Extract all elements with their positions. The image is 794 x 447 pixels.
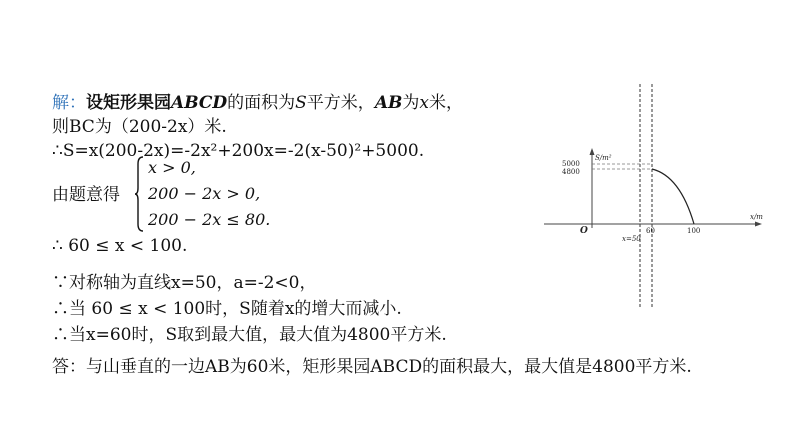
solution-line-7: ∴当 60 ≤ x < 100时，S随着x的增大而减小. — [52, 299, 402, 319]
solution-line-6: ∵对称轴为直线x=50，a=-2<0， — [52, 273, 317, 293]
y-tick-4800: 4800 — [562, 168, 580, 176]
solution-line-1: 解：设矩形果园ABCD的面积为S平方米，AB为x米， — [52, 93, 463, 113]
function-graph — [536, 80, 772, 312]
system-eq-2: 200 − 2x > 0, — [148, 184, 261, 203]
solution-line-4-label: 由题意得 — [52, 185, 120, 205]
solution-line-9: 答：与山垂直的一边AB为60米，矩形果园ABCD的面积最大，最大值是4800平方米. — [52, 357, 692, 377]
solution-label: 解： — [52, 93, 86, 113]
solution-line-3: ∴S=x(200-2x)=-2x²+200x=-2(x-50)²+5000. — [52, 141, 425, 161]
x-axis-label: x/m — [750, 213, 763, 221]
solution-line-5: ∴ 60 ≤ x < 100. — [52, 236, 188, 256]
y-axis-arrow-icon — [590, 148, 595, 155]
system-eq-3: 200 − 2x ≤ 80. — [148, 210, 271, 229]
y-tick-5000: 5000 — [562, 160, 580, 168]
symmetry-axis-label: x=50 — [622, 235, 641, 243]
solution-line-2: 则BC为（200-2x）米. — [52, 117, 227, 137]
origin-label: O — [580, 226, 588, 236]
y-axis-label: S/m² — [595, 154, 612, 162]
x-axis-arrow-icon — [755, 222, 762, 227]
system-eq-1: x > 0, — [148, 158, 196, 177]
brace-icon — [134, 156, 144, 232]
x-tick-100: 100 — [687, 227, 701, 235]
parabola-curve — [652, 169, 694, 224]
x-tick-60: 60 — [646, 227, 655, 235]
solution-line-8: ∴当x=60时，S取到最大值，最大值为4800平方米. — [52, 325, 447, 345]
